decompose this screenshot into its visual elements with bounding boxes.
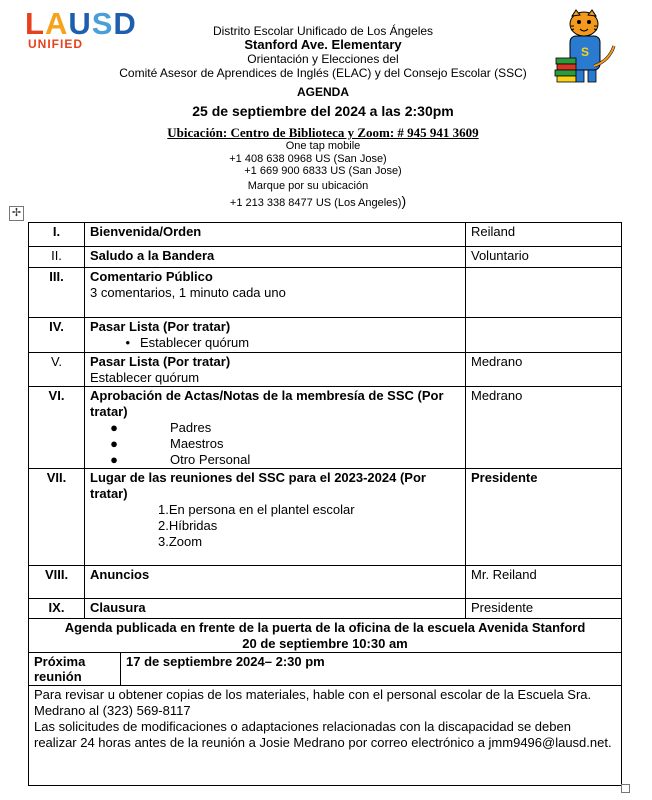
row-title: Lugar de las reuniones del SSC para el 2023-2024 (Por tratar)	[90, 470, 426, 501]
row-title: Bienvenida/Orden	[85, 223, 466, 247]
row-number: VI.	[29, 387, 85, 469]
row-list-item: 1.En persona en el plantel escolar	[158, 502, 355, 517]
row-bullet: • Establecer quórum	[90, 335, 460, 351]
next-meeting-date: 17 de septiembre 2024– 2:30 pm	[121, 653, 622, 686]
lausd-logo-letters: LAUSD	[25, 6, 137, 41]
row-bullet: ● Maestros	[90, 436, 460, 452]
posted-notice-row	[29, 619, 622, 653]
bullet-icon: ●	[110, 452, 118, 467]
row-title: Comentario Público	[90, 269, 213, 284]
footer-paragraph-2: Las solicitudes de modificaciones o adaptaciones relacionadas con la discapacidad se deben realizar 24 horas antes de la reunión a Josie Medrano por correo electrónico a jmm9496@lausd.net.	[34, 719, 612, 750]
footer-paragraph-1: Para revisar u obtener copias de los materiales, hable con el personal escolar de la Escuela Sra. Medrano al (323) 569-8117	[34, 687, 592, 718]
footer-row	[29, 686, 622, 786]
document-header	[100, 24, 546, 210]
move-cross-icon[interactable]: ✢	[9, 206, 24, 221]
row-list-item: 3.Zoom	[158, 534, 203, 549]
header-line-1: Orientación y Elecciones del	[247, 52, 399, 66]
row-content	[85, 469, 466, 566]
row-owner: Reiland	[466, 223, 622, 247]
meeting-location: Ubicación: Centro de Biblioteca y Zoom: # 945 941 3609	[167, 125, 479, 140]
agenda-row-4	[29, 318, 622, 353]
row-list-item: 2.Híbridas	[158, 518, 218, 533]
phone-number-2: +1 669 900 6833 US (San Jose)	[244, 165, 402, 177]
agenda-row-2	[29, 247, 622, 268]
agenda-row-9	[29, 599, 622, 619]
row-number: VII.	[29, 469, 85, 566]
meeting-date: 25 de septiembre del 2024 a las 2:30pm	[192, 103, 454, 119]
dial-label: Marque por su ubicación	[247, 179, 369, 192]
tiger-mascot-icon	[554, 6, 622, 86]
row-number: III.	[29, 268, 85, 318]
bullet-icon: ●	[110, 420, 118, 435]
row-owner: Medrano	[466, 353, 622, 387]
row-content	[85, 353, 466, 387]
row-title: Saludo a la Bandera	[85, 247, 466, 268]
next-meeting-label: Próxima reunión	[29, 653, 121, 686]
footer-notes	[29, 686, 622, 786]
row-title: Clausura	[85, 599, 466, 619]
row-number: V.	[29, 353, 85, 387]
next-meeting-row	[29, 653, 622, 686]
table-resize-handle[interactable]	[621, 784, 630, 793]
row-content	[85, 387, 466, 469]
row-owner: Presidente	[466, 469, 622, 566]
bullet-icon: ●	[110, 436, 118, 451]
row-owner	[466, 268, 622, 318]
posted-line-1: Agenda publicada en frente de la puerta de la oficina de la escuela Avenida Stanford	[64, 620, 586, 635]
phone-number-3: +1 213 338 8477 US (Los Angeles))	[229, 193, 407, 209]
agenda-row-5	[29, 353, 622, 387]
row-detail: 3 comentarios, 1 minuto cada uno	[90, 285, 286, 300]
row-detail: Establecer quórum	[90, 370, 200, 385]
posted-line-2: 20 de septiembre 10:30 am	[242, 636, 408, 651]
lausd-logo-subtext: UNIFIED	[28, 37, 83, 51]
row-number: VIII.	[29, 566, 85, 599]
row-owner: Medrano	[466, 387, 622, 469]
agenda-row-7	[29, 469, 622, 566]
row-number: IV.	[29, 318, 85, 353]
row-owner: Mr. Reiland	[466, 566, 622, 599]
agenda-title: AGENDA	[296, 85, 349, 99]
agenda-row-1	[29, 223, 622, 247]
posted-notice	[29, 619, 622, 653]
row-title: Pasar Lista (Por tratar)	[90, 319, 231, 334]
phone-number-1: +1 408 638 0968 US (San Jose)	[229, 152, 387, 165]
row-number: IX.	[29, 599, 85, 619]
row-bullet: ● Otro Personal	[90, 452, 460, 468]
row-owner: Voluntario	[466, 247, 622, 268]
row-content	[85, 318, 466, 353]
row-bullet: ● Padres	[90, 420, 460, 436]
school-name: Stanford Ave. Elementary	[244, 37, 402, 52]
row-number: I.	[29, 223, 85, 247]
header-line-2: Comité Asesor de Aprendices de Inglés (ELAC) y del Consejo Escolar (SSC)	[119, 66, 527, 80]
svg-text:S: S	[580, 45, 590, 59]
row-title: Anuncios	[85, 566, 466, 599]
row-content	[85, 268, 466, 318]
row-title: Pasar Lista (Por tratar)	[90, 354, 231, 369]
agenda-row-3	[29, 268, 622, 318]
agenda-row-8	[29, 566, 622, 599]
agenda-table	[28, 222, 622, 786]
row-number: II.	[29, 247, 85, 268]
row-owner: Presidente	[466, 599, 622, 619]
row-title: Aprobación de Actas/Notas de la membresía de SSC (Por tratar)	[90, 388, 444, 419]
one-tap-label: One tap mobile	[285, 140, 361, 152]
row-owner	[466, 318, 622, 353]
bullet-icon: •	[125, 335, 130, 350]
agenda-row-6	[29, 387, 622, 469]
district-name: Distrito Escolar Unificado de Los Ángeles	[212, 24, 434, 38]
